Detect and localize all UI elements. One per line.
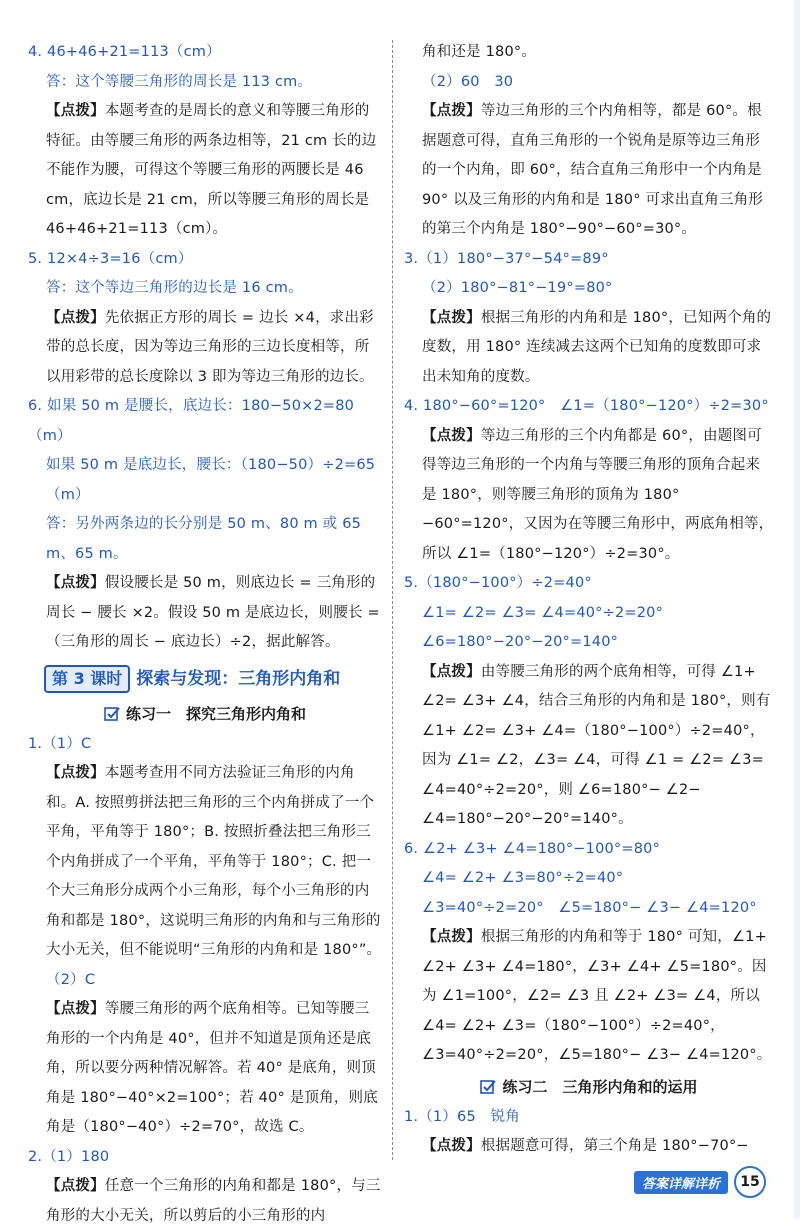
- hint-tag: 【点拨】: [46, 103, 105, 119]
- answer-3-2: （2）180°−81°−19°=80°: [422, 280, 613, 296]
- hint-tag: 【点拨】: [46, 765, 105, 781]
- hint-ex2-1-1: [404, 1132, 774, 1162]
- answer-6-line-1: 6. 如果 50 m 是腰长，底边长：180−50×2=80（m）: [28, 398, 355, 444]
- hint-tag: 【点拨】: [422, 427, 481, 444]
- answer-6-line-1: 6. ∠2+ ∠3+ ∠4=180°−100°=80°: [404, 840, 661, 857]
- hint-tag: 【点拨】: [46, 575, 105, 591]
- answer-5-line-1: 5.（180°−100°）÷2=40°: [404, 575, 592, 591]
- hint-tag: 【点拨】: [46, 309, 105, 326]
- lesson-badge: 第 3 课时: [44, 665, 130, 693]
- hint-tag: 【点拨】: [422, 103, 481, 119]
- hint-1-2: [28, 995, 382, 1143]
- hint-text: 根据题意可得，第三个角是 180°−70°−: [480, 1138, 749, 1154]
- page-edge: [794, 0, 800, 1219]
- hint-1-1: [28, 759, 382, 966]
- right-column: [404, 38, 774, 1162]
- hint-2-1-continued: 角和还是 180°。: [422, 44, 537, 60]
- exercise-1-heading: [28, 698, 382, 730]
- hint-4-angles: [404, 422, 774, 570]
- hint-tag: 【点拨】: [422, 1138, 481, 1154]
- hint-5: [28, 304, 382, 393]
- hint-text: 任意一个三角形的内角和都是 180°，与三角形的大小无关，所以剪后的小三角形的内: [46, 1178, 381, 1224]
- answer-2-1: 2.（1）180: [28, 1148, 110, 1165]
- hint-5-angles: [404, 658, 774, 835]
- answer-4-angles: 4. 180°−60°=120° ∠1=（180°−120°）÷2=30°: [404, 398, 769, 414]
- answer-2-2: （2）60 30: [422, 73, 514, 90]
- hint-text: 根据三角形的内角和等于 180° 可知，∠1+ ∠2+ ∠3+ ∠4=180°，∠3+ ∠4+ ∠5=180°。因为 ∠1=100°，∠2= ∠3 且 ∠2+ ∠3= ∠4，所以 ∠4= ∠2+ ∠3=（180°−100°）÷2=40°，∠3=40°÷2=20°，∠5=180°− ∠3− ∠4=120°。: [422, 929, 772, 1063]
- exercise-2-title: 练习二 三角形内角和的运用: [502, 1077, 698, 1096]
- answer-6-conclusion: 答：另外两条边的长分别是 50 m、80 m 或 65 m、65 m。: [46, 516, 362, 562]
- hint-text: 本题考查用不同方法验证三角形的内角和。A. 按照剪拼法把三角形的三个内角拼成了一个平角，平角等于 180°；B. 按照折叠法把三角形三个内角拼成了一个平角，平角等于 180°；C. 把一个大三角形分成两个小三角形，每个小三角形的内角和都是 180°，这说明三角形的内角和与三角形的大小无关，但不能说明“三角形的内角和是 180°”。: [46, 765, 382, 958]
- hint-text: 先依据正方形的周长 = 边长 ×4，求出彩带的总长度，因为等边三角形的三边长度相等，所以用彩带的总长度除以 3 即为等边三角形的边长。: [46, 309, 374, 385]
- answer-5-line: 5. 12×4÷3=16（cm）: [28, 250, 193, 267]
- lesson-title: 探索与发现：三角形内角和: [136, 668, 341, 689]
- hint-text: 本题考查的是周长的意义和等腰三角形的特征。由等腰三角形的两条边相等，21 cm 长的边不能作为腰，可得这个等腰三角形的两腰长是 46 cm，底边长是 21 cm，所以等腰三角形的周长是 46+46+21=113（cm）。: [46, 103, 377, 237]
- checkbox-check-icon: [480, 1079, 496, 1095]
- hint-tag: 【点拨】: [46, 1001, 105, 1017]
- column-divider: [392, 40, 393, 1160]
- hint-tag: 【点拨】: [422, 309, 481, 326]
- hint-text: 根据三角形的内角和是 180°，已知两个角的度数，用 180° 连续减去这两个已知角的度数即可求出未知角的度数。: [422, 309, 772, 385]
- answer-5-line-2: ∠1= ∠2= ∠3= ∠4=40°÷2=20°: [422, 604, 664, 621]
- checkbox-check-icon: [104, 706, 120, 722]
- footer-label: 答案详解详析: [634, 1171, 728, 1194]
- hint-3: [404, 304, 774, 393]
- answer-1-1: 1.（1）C: [28, 735, 92, 752]
- hint-4: [28, 97, 382, 245]
- answer-ex2-1-1: 1.（1）65 锐角: [404, 1108, 521, 1125]
- hint-2-2: [404, 97, 774, 245]
- hint-text: 等腰三角形的两个底角相等。已知等腰三角形的一个内角是 40°，但并不知道是顶角还是底角，所以要分两种情况解答。若 40° 是底角，则顶角是 180°−40°×2=100°；若 40° 是顶角，则底角是（180°−40°）÷2=70°，故选 C。: [46, 1001, 378, 1135]
- hint-text: 等边三角形的三个内角都是 60°，由题图可得等边三角形的一个内角与等腰三角形的顶角合起来是 180°，则等腰三角形的顶角为 180°−60°=120°，又因为在等腰三角形中，两底角相等，所以 ∠1=（180°−120°）÷2=30°。: [422, 427, 774, 562]
- hint-tag: 【点拨】: [422, 663, 481, 680]
- exercise-1-title: 练习一 探究三角形内角和: [125, 704, 306, 723]
- hint-2-1: [28, 1172, 382, 1231]
- page-footer: [634, 1166, 766, 1198]
- answer-3-1: 3.（1）180°−37°−54°=89°: [404, 250, 609, 267]
- hint-6-angles: [404, 923, 774, 1071]
- left-column: [28, 38, 382, 1231]
- hint-6: [28, 569, 382, 658]
- hint-text: 等边三角形的三个内角相等，都是 60°。根据题意可得，直角三角形的一个锐角是原等边三角形的一个内角，即 60°，结合直角三角形中一个内角是 90° 以及三角形的内角和是 180° 可求出直角三角形的第三个内角是 180°−90°−60°=30°。: [422, 103, 764, 237]
- hint-tag: 【点拨】: [422, 929, 481, 945]
- hint-text: 假设腰长是 50 m，则底边长 = 三角形的周长 − 腰长 ×2。假设 50 m 是底边长，则腰长 =（三角形的周长 − 底边长）÷2，据此解答。: [46, 575, 380, 650]
- answer-4-line: 4. 46+46+21=113（cm）: [28, 44, 221, 60]
- answer-4-conclusion: 答：这个等腰三角形的周长是 113 cm。: [46, 73, 313, 90]
- hint-text: 由等腰三角形的两个底角相等，可得 ∠1+ ∠2= ∠3+ ∠4，结合三角形的内角和是 180°，则有 ∠1+ ∠2= ∠3+ ∠4=（180°−100°）÷2=40°，因为 ∠1= ∠2，∠3= ∠4，可得 ∠1 = ∠2= ∠3= ∠4=40°÷2=20°，则 ∠6=180°− ∠2− ∠4=180°−20°−20°=140°。: [422, 663, 771, 827]
- answer-1-2: （2）C: [46, 971, 96, 988]
- lesson-heading: [44, 664, 382, 694]
- answer-5-conclusion: 答：这个等边三角形的边长是 16 cm。: [46, 280, 303, 296]
- answer-6-line-2: ∠4= ∠2+ ∠3=80°÷2=40°: [422, 870, 624, 886]
- page-number: 15: [734, 1166, 766, 1198]
- answer-6-line-3: ∠3=40°÷2=20° ∠5=180°− ∠3− ∠4=120°: [422, 899, 757, 916]
- hint-tag: 【点拨】: [46, 1178, 105, 1194]
- answer-6-line-2: 如果 50 m 是底边长，腰长：（180−50）÷2=65（m）: [46, 457, 376, 503]
- exercise-2-heading: [404, 1071, 774, 1103]
- answer-5-line-3: ∠6=180°−20°−20°=140°: [422, 634, 619, 650]
